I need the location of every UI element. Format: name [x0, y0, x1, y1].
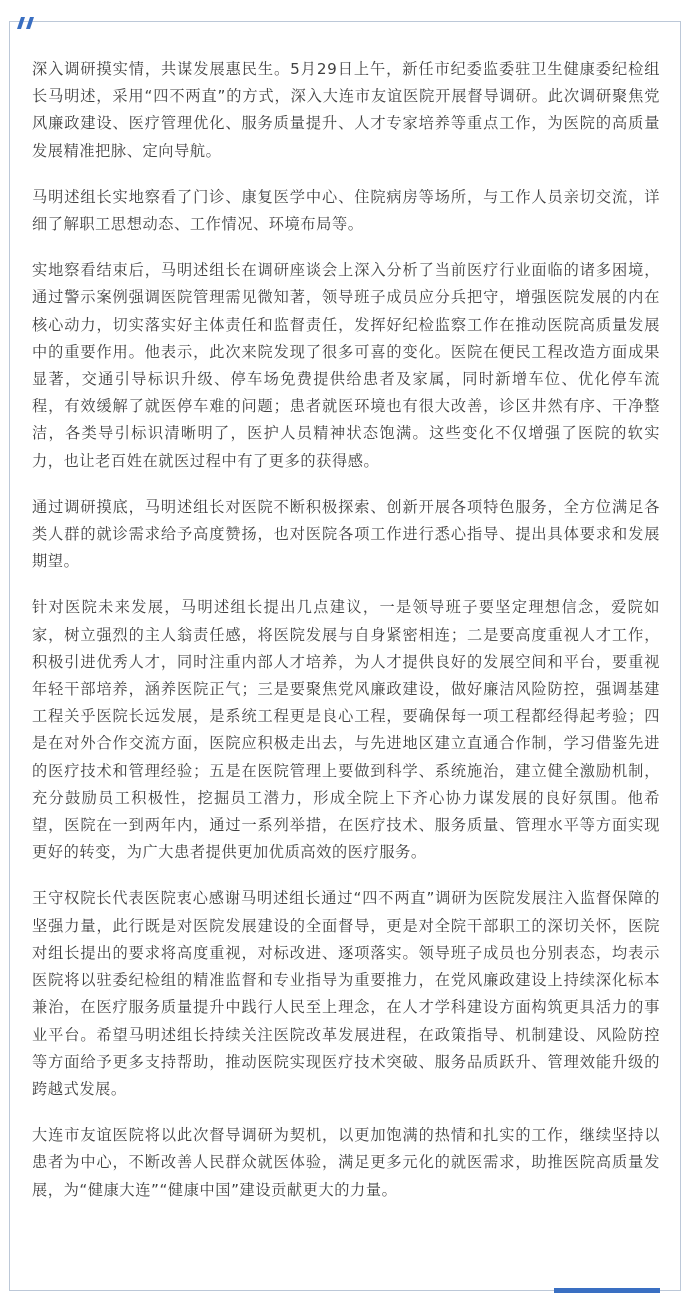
paragraph-conclusion: 大连市友谊医院将以此次督导调研为契机，以更加饱满的热情和扎实的工作，继续坚持以患者为中心，不断改善人民群众就医体验，满足更多元化的就医需求，助推医院高质量发展，为“健康大连”“健康中国”建设贡献更大的力量。: [32, 1126, 660, 1199]
quote-mark-icon: [16, 17, 38, 29]
article-body: [32, 56, 660, 1223]
paragraph-intro: 深入调研摸实情，共谋发展惠民生。5月29日上午，新任市纪委监委驻卫生健康委纪检组长马明述，采用“四不两直”的方式，深入大连市友谊医院开展督导调研。此次调研聚焦党风廉政建设、医疗管理优化、服务质量提升、人才专家培养等重点工作，为医院的高质量发展精准把脉、定向导航。: [32, 60, 660, 160]
paragraph-analysis: 实地察看结束后，马明述组长在调研座谈会上深入分析了当前医疗行业面临的诸多困境，通过警示案例强调医院管理需见微知著，领导班子成员应分兵把守，增强医院发展的内在核心动力，切实落实好主体责任和监督责任，发挥好纪检监察工作在推动医院高质量发展中的重要作用。他表示，此次来院发现了很多可喜的变化。医院在便民工程改造方面成果显著，交通引导标识升级、停车场免费提供给患者及家属，同时新增车位、优化停车流程，有效缓解了就医停车难的问题；患者就医环境也有很大改善，诊区井然有序、干净整洁，各类导引标识清晰明了，医护人员精神状态饱满。这些变化不仅增强了医院的软实力，也让老百姓在就医过程中有了更多的获得感。: [32, 261, 660, 470]
paragraph-praise: 通过调研摸底，马明述组长对医院不断积极探索、创新开展各项特色服务，全方位满足各类人群的就诊需求给予高度赞扬，也对医院各项工作进行悉心指导、提出具体要求和发展期望。: [32, 497, 660, 571]
bottom-accent-bar: [554, 1288, 660, 1293]
paragraph-response: 王守权院长代表医院衷心感谢马明述组长通过“四不两直”调研为医院发展注入监督保障的坚强力量，此行既是对医院发展建设的全面督导，更是对全院干部职工的深切关怀，医院对组长提出的要求将高度重视，对标改进、逐项落实。领导班子成员也分别表态，均表示医院将以驻委纪检组的精准监督和专业指导为重要推力，在党风廉政建设上持续深化标本兼治，在医疗服务质量提升中践行人民至上理念，在人才学科建设方面构筑更具活力的事业平台。希望马明述组长持续关注医院改革发展进程，在政策指导、机制建设、风险防控等方面给予更多支持帮助，推动医院实现医疗技术突破、服务品质跃升、管理效能升级的跨越式发展。: [32, 889, 660, 1098]
paragraph-site-visit: 马明述组长实地察看了门诊、康复医学中心、住院病房等场所，与工作人员亲切交流，详细了解职工思想动态、工作情况、环境布局等。: [32, 187, 660, 234]
paragraph-suggestions: 针对医院未来发展，马明述组长提出几点建议，一是领导班子要坚定理想信念，爱院如家，树立强烈的主人翁责任感，将医院发展与自身紧密相连；二是要高度重视人才工作，积极引进优秀人才，同时注重内部人才培养，为人才提供良好的发展空间和平台，要重视年轻干部培养，涵养医院正气；三是要聚焦党风廉政建设，做好廉洁风险防控，强调基建工程关乎医院长远发展，是系统工程更是良心工程，要确保每一项工程都经得起考验；四是在对外合作交流方面，医院应积极走出去，与先进地区建立直通合作制，学习借鉴先进的医疗技术和管理经验；五是在医院管理上要做到科学、系统施治，建立健全激励机制，充分鼓励员工积极性，挖掘员工潜力，形成全院上下齐心协力谋发展的良好氛围。他希望，医院在一到两年内，通过一系列举措，在医疗技术、服务质量、管理水平等方面实现更好的转变，为广大患者提供更加优质高效的医疗服务。: [32, 598, 660, 862]
